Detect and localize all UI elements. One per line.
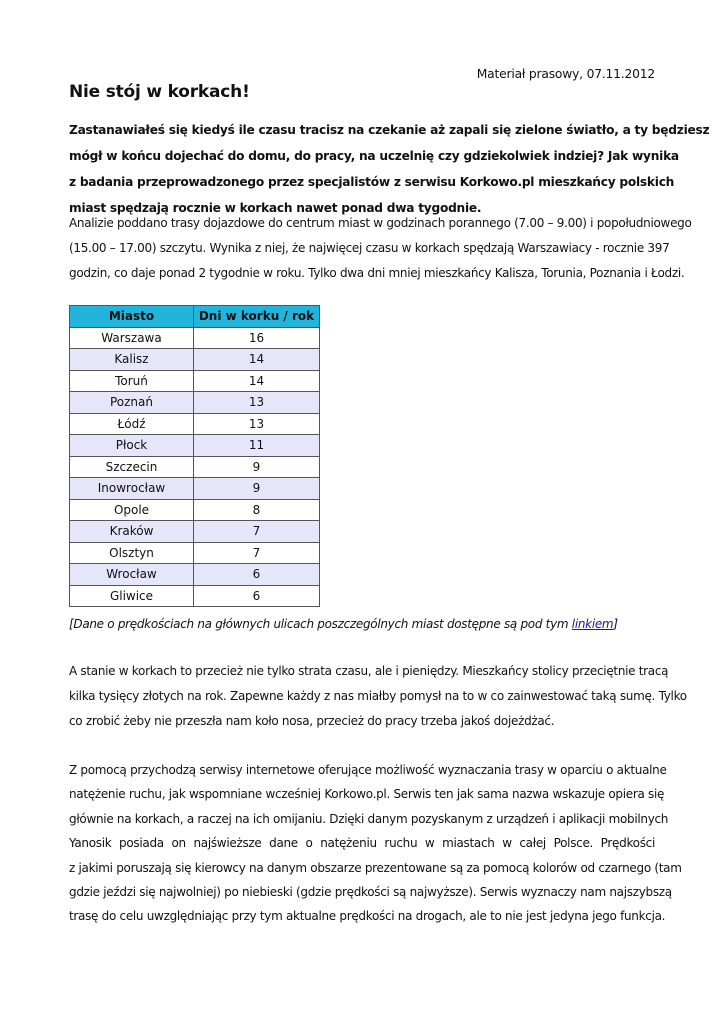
days-cell: 14 bbox=[194, 370, 320, 392]
city-cell: Warszawa bbox=[70, 327, 194, 349]
text-line: (15.00 – 17.00) szczytu. Wynika z niej, że najwięcej czasu w korkach spędzają Warszawiacy - rocznie 397 bbox=[69, 241, 670, 255]
text-line: Zastanawiałeś się kiedyś ile czasu tracisz na czekanie aż zapali się zielone światło, a ty będziesz bbox=[69, 123, 710, 137]
table-row bbox=[70, 499, 320, 521]
press-release-date: Materiał prasowy, 07.11.2012 bbox=[476, 67, 655, 81]
text-line: natężenie ruchu, jak wspomniane wcześniej Korkowo.pl. Serwis ten jak sama nazwa wskazuje opiera się bbox=[69, 787, 665, 802]
city-cell: Opole bbox=[70, 499, 194, 521]
text-line: A stanie w korkach to przecież nie tylko strata czasu, ale i pieniędzy. Mieszkańcy stolicy przeciętnie tracą bbox=[69, 664, 669, 678]
city-cell: Olsztyn bbox=[70, 542, 194, 564]
days-cell: 7 bbox=[194, 521, 320, 543]
table-row bbox=[70, 435, 320, 457]
city-cell: Poznań bbox=[70, 392, 194, 414]
days-cell: 9 bbox=[194, 478, 320, 500]
city-cell: Wrocław bbox=[70, 564, 194, 586]
table-row bbox=[70, 585, 320, 607]
data-link[interactable]: linkiem bbox=[571, 617, 614, 631]
city-cell: Kraków bbox=[70, 521, 194, 543]
text-line: gdzie jeździ się najwolniej) po niebieski (gdzie prędkości są najwyższe). Serwis wyznaczy nam najszybszą bbox=[69, 884, 672, 899]
table-row bbox=[70, 349, 320, 371]
days-cell: 14 bbox=[194, 349, 320, 371]
table-row bbox=[70, 542, 320, 564]
text-line: z jakimi poruszają się kierowcy na danym obszarze prezentowane są za pomocą kolorów od czarnego (tam bbox=[69, 860, 682, 875]
table-row bbox=[70, 413, 320, 435]
text-line: kilka tysięcy złotych na rok. Zapewne każdy z nas miałby pomysł na to w co zainwestować taką sumę. Tylko bbox=[69, 689, 687, 703]
table-row bbox=[70, 392, 320, 414]
city-cell: Płock bbox=[70, 435, 194, 457]
page-title: Nie stój w korkach! bbox=[69, 82, 250, 102]
city-cell: Łódź bbox=[70, 413, 194, 435]
text-line: Analizie poddano trasy dojazdowe do centrum miast w godzinach porannego (7.00 – 9.00) i popołudniowego bbox=[69, 216, 692, 230]
column-header-city: Miasto bbox=[70, 306, 194, 328]
days-cell: 8 bbox=[194, 499, 320, 521]
days-cell: 6 bbox=[194, 585, 320, 607]
paragraph-costs bbox=[69, 659, 687, 734]
city-cell: Kalisz bbox=[70, 349, 194, 371]
table-row bbox=[70, 456, 320, 478]
text-line: mógł w końcu dojechać do domu, do pracy, na uczelnię czy gdziekolwiek indziej? Jak wynika bbox=[69, 149, 679, 163]
days-cell: 9 bbox=[194, 456, 320, 478]
table-row bbox=[70, 370, 320, 392]
text-line: głównie na korkach, a raczej na ich omijaniu. Dzięki danym pozyskanym z urządzeń i aplikacji mobilnych bbox=[69, 811, 669, 826]
days-cell: 16 bbox=[194, 327, 320, 349]
text-line: Yanosik posiada on najświeższe dane o natężeniu ruchu w miastach w całej Polsce. Prędkości bbox=[69, 836, 655, 851]
days-cell: 6 bbox=[194, 564, 320, 586]
table-row bbox=[70, 327, 320, 349]
traffic-days-table bbox=[69, 305, 320, 607]
city-cell: Szczecin bbox=[70, 456, 194, 478]
text-line: godzin, co daje ponad 2 tygodnie w roku. Tylko dwa dni mniej mieszkańcy Kalisza, Torunia, Poznania i Łodzi. bbox=[69, 266, 685, 280]
city-cell: Gliwice bbox=[70, 585, 194, 607]
note-suffix: ] bbox=[613, 617, 618, 631]
text-line: trasę do celu uwzględniając przy tym aktualne prędkości na drogach, ale to nie jest jedyna jego funkcja. bbox=[69, 909, 666, 924]
paragraph-analysis bbox=[69, 211, 692, 286]
text-line: Z pomocą przychodzą serwisy internetowe oferujące możliwość wyznaczania trasy w oparciu o aktualne bbox=[69, 763, 667, 777]
paragraph-services bbox=[69, 758, 682, 929]
days-cell: 7 bbox=[194, 542, 320, 564]
column-header-days: Dni w korku / rok bbox=[194, 306, 320, 328]
city-cell: Toruń bbox=[70, 370, 194, 392]
note-text: [Dane o prędkościach na głównych ulicach poszczególnych miast dostępne są pod tym bbox=[69, 617, 572, 631]
days-cell: 11 bbox=[194, 435, 320, 457]
lead-paragraph bbox=[69, 117, 710, 221]
text-line: co zrobić żeby nie przeszła nam koło nosa, przecież do pracy trzeba jakoś dojeżdżać. bbox=[69, 714, 555, 728]
data-note bbox=[69, 617, 618, 631]
text-line: z badania przeprowadzonego przez specjalistów z serwisu Korkowo.pl mieszkańcy polskich bbox=[69, 175, 675, 189]
table-row bbox=[70, 478, 320, 500]
days-cell: 13 bbox=[194, 413, 320, 435]
days-cell: 13 bbox=[194, 392, 320, 414]
table-row bbox=[70, 521, 320, 543]
table-row bbox=[70, 564, 320, 586]
city-cell: Inowrocław bbox=[70, 478, 194, 500]
text-line: miast spędzają rocznie w korkach nawet ponad dwa tygodnie. bbox=[69, 201, 482, 215]
